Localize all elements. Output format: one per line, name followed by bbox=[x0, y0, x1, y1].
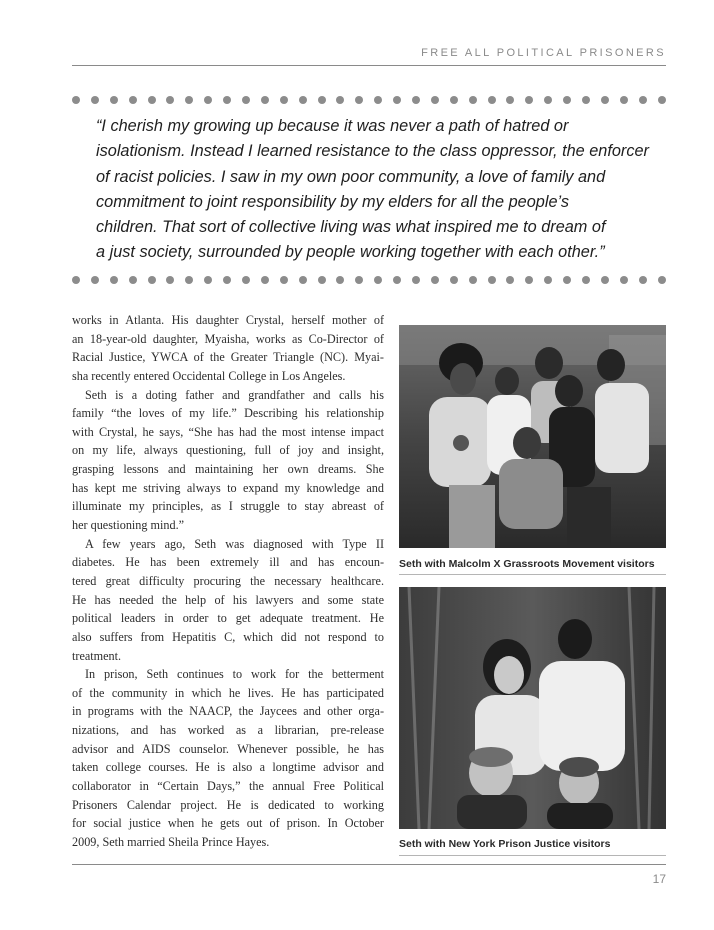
caption-rule bbox=[399, 855, 666, 856]
body-line: advisor and AIDS counselor. Whenever possible, he has bbox=[72, 741, 384, 756]
body-line: on my life, always questioning, full of joy and insight, bbox=[72, 443, 384, 458]
body-line: nizations, and has worked as a librarian, pre-release bbox=[72, 723, 384, 738]
divider-dot bbox=[223, 276, 231, 284]
body-text-column bbox=[72, 311, 384, 852]
divider-dot bbox=[110, 276, 118, 284]
divider-dot bbox=[242, 96, 250, 104]
divider-dot bbox=[431, 276, 439, 284]
divider-dot bbox=[469, 276, 477, 284]
divider-dot bbox=[620, 96, 628, 104]
body-line: family “the loves of my life.” Describing his relationship bbox=[72, 406, 384, 421]
pull-quote-line: isolationism. Instead I learned resistance to the class oppressor, the enforcer bbox=[96, 142, 649, 161]
divider-dot bbox=[450, 276, 458, 284]
pull-quote-line: commitment to joint responsibility by my elders for all the people’s bbox=[96, 192, 569, 211]
divider-dot bbox=[506, 276, 514, 284]
header-rule bbox=[72, 65, 666, 66]
body-line: has kept me striving always to expand my knowledge and bbox=[72, 480, 384, 495]
divider-dot bbox=[166, 96, 174, 104]
divider-dot bbox=[261, 276, 269, 284]
body-line: tered great difficulty procuring the necessary healthcare. bbox=[72, 573, 384, 588]
divider-dot bbox=[582, 96, 590, 104]
divider-dot bbox=[469, 96, 477, 104]
body-line: Prisoners Calendar project. He is dedicated to working bbox=[72, 797, 384, 812]
dotted-divider-bottom bbox=[72, 275, 666, 285]
divider-dot bbox=[318, 96, 326, 104]
divider-dot bbox=[91, 276, 99, 284]
pull-quote-line: of racist policies. I saw in my own poor community, a love of family and bbox=[96, 167, 606, 186]
body-line: taken college courses. He is also a longtime advisor and bbox=[72, 760, 384, 775]
divider-dot bbox=[261, 96, 269, 104]
body-line: sha recently entered Occidental College in Los Angeles. bbox=[72, 368, 346, 383]
divider-dot bbox=[488, 96, 496, 104]
divider-dot bbox=[450, 96, 458, 104]
footer-rule bbox=[72, 864, 666, 865]
divider-dot bbox=[91, 96, 99, 104]
divider-dot bbox=[525, 96, 533, 104]
body-line: grasping lessons and maintaining her own dreams. She bbox=[72, 462, 384, 477]
pull-quote-line: “I cherish my growing up because it was never a path of hatred or bbox=[96, 117, 569, 135]
divider-dot bbox=[280, 276, 288, 284]
divider-dot bbox=[658, 276, 666, 284]
body-line: in programs with the NAACP, the Jaycees and other orga- bbox=[72, 704, 384, 719]
divider-dot bbox=[544, 96, 552, 104]
body-line: works in Atlanta. His daughter Crystal, herself mother of bbox=[72, 313, 384, 327]
body-line: In prison, Seth continues to work for the betterment bbox=[85, 667, 384, 682]
divider-dot bbox=[639, 96, 647, 104]
body-line: with Crystal, he says, “She has had the most intense impact bbox=[72, 424, 384, 439]
body-line: 2009, Seth married Sheila Prince Hayes. bbox=[72, 834, 270, 849]
divider-dot bbox=[72, 276, 80, 284]
body-line: He has needed the help of his lawyers and some state bbox=[72, 592, 384, 607]
divider-dot bbox=[374, 96, 382, 104]
divider-dot bbox=[299, 96, 307, 104]
divider-dot bbox=[185, 276, 193, 284]
photo-caption: Seth with Malcolm X Grassroots Movement visitors bbox=[399, 558, 655, 570]
divider-dot bbox=[129, 276, 137, 284]
group-photo-prison-justice bbox=[399, 587, 666, 829]
divider-dot bbox=[336, 276, 344, 284]
divider-dot bbox=[374, 276, 382, 284]
divider-dot bbox=[601, 96, 609, 104]
divider-dot bbox=[204, 96, 212, 104]
dotted-divider-top bbox=[72, 95, 666, 105]
pull-quote-line: a just society, surrounded by people working together with each other.” bbox=[96, 243, 605, 262]
divider-dot bbox=[148, 276, 156, 284]
body-line: an 18-year-old daughter, Myaisha, works as Co-Director of bbox=[72, 331, 384, 346]
divider-dot bbox=[488, 276, 496, 284]
body-line: also suffers from Hepatitis C, which did not respond to bbox=[72, 629, 384, 644]
divider-dot bbox=[582, 276, 590, 284]
body-line: of the community in which he lives. He has participated bbox=[72, 685, 384, 700]
divider-dot bbox=[525, 276, 533, 284]
divider-dot bbox=[601, 276, 609, 284]
body-line: her questioning mind.” bbox=[72, 518, 185, 533]
caption-rule bbox=[399, 574, 666, 575]
divider-dot bbox=[336, 96, 344, 104]
pull-quote-line: children. That sort of collective living was what inspired me to dream of bbox=[96, 218, 606, 237]
body-line: illuminate my principles, as I struggle to stay abreast of bbox=[72, 499, 384, 514]
body-line: Seth is a doting father and grandfather and calls his bbox=[85, 387, 384, 402]
divider-dot bbox=[563, 96, 571, 104]
photo-caption: Seth with New York Prison Justice visitors bbox=[399, 838, 611, 850]
body-line: diabetes. He has been extremely ill and has encoun- bbox=[72, 555, 384, 570]
body-line: political leaders in order to get adequate treatment. He bbox=[72, 611, 384, 626]
divider-dot bbox=[148, 96, 156, 104]
body-line: A few years ago, Seth was diagnosed with Type II bbox=[85, 536, 384, 551]
page-number: 17 bbox=[652, 872, 666, 886]
body-line: Racial Justice, YWCA of the Greater Triangle (NC). Myai- bbox=[72, 350, 384, 365]
divider-dot bbox=[223, 96, 231, 104]
divider-dot bbox=[355, 96, 363, 104]
divider-dot bbox=[185, 96, 193, 104]
divider-dot bbox=[110, 96, 118, 104]
body-line: treatment. bbox=[72, 648, 122, 663]
divider-dot bbox=[393, 276, 401, 284]
divider-dot bbox=[166, 276, 174, 284]
running-header: FREE ALL POLITICAL PRISONERS bbox=[421, 47, 666, 59]
divider-dot bbox=[431, 96, 439, 104]
divider-dot bbox=[393, 96, 401, 104]
body-line: for social justice when he gets out of prison. In October bbox=[72, 816, 384, 831]
divider-dot bbox=[242, 276, 250, 284]
divider-dot bbox=[563, 276, 571, 284]
pull-quote bbox=[96, 114, 656, 266]
group-photo-grassroots bbox=[399, 325, 666, 548]
divider-dot bbox=[544, 276, 552, 284]
divider-dot bbox=[204, 276, 212, 284]
body-line: collaborator in “Certain Days,” the annual Free Political bbox=[72, 779, 384, 794]
divider-dot bbox=[639, 276, 647, 284]
divider-dot bbox=[412, 276, 420, 284]
divider-dot bbox=[620, 276, 628, 284]
divider-dot bbox=[506, 96, 514, 104]
divider-dot bbox=[355, 276, 363, 284]
divider-dot bbox=[129, 96, 137, 104]
divider-dot bbox=[318, 276, 326, 284]
divider-dot bbox=[299, 276, 307, 284]
divider-dot bbox=[280, 96, 288, 104]
divider-dot bbox=[658, 96, 666, 104]
divider-dot bbox=[72, 96, 80, 104]
divider-dot bbox=[412, 96, 420, 104]
